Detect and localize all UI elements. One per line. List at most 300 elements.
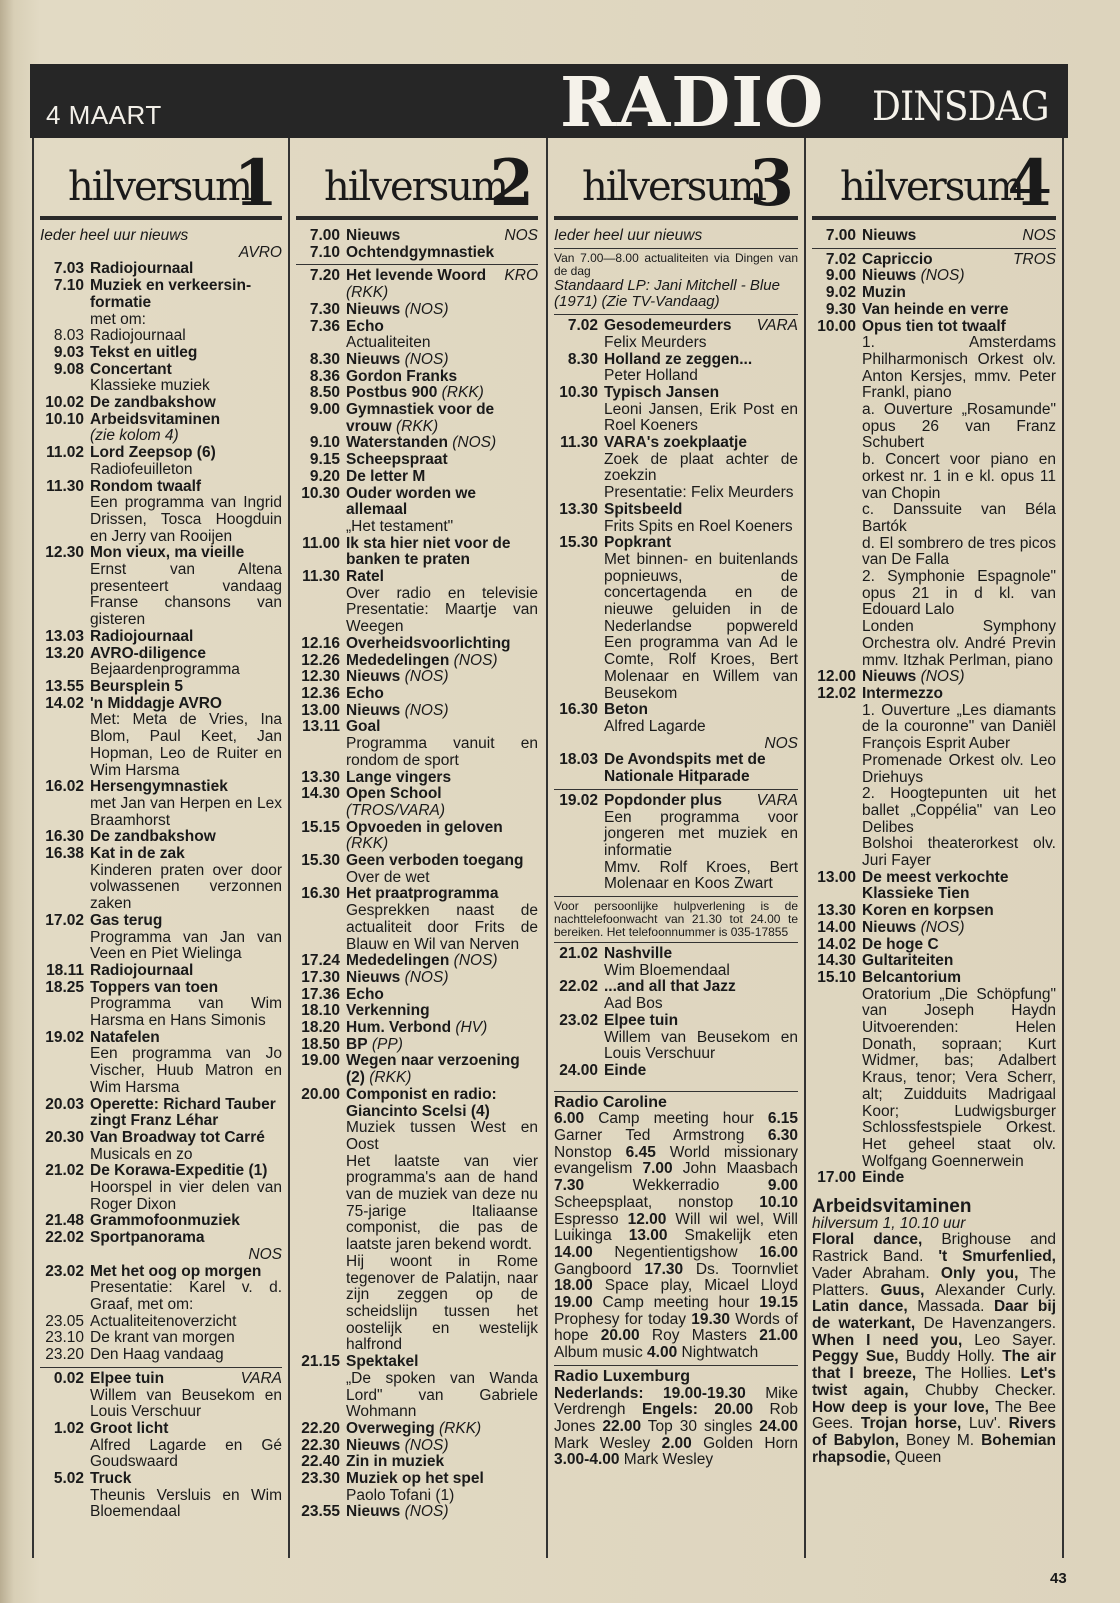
program-description xyxy=(554,900,798,939)
program-title xyxy=(346,669,538,686)
page-number: 43 xyxy=(1050,1570,1067,1587)
program-row xyxy=(554,702,798,719)
program-time: 8.30 xyxy=(567,350,598,368)
program-description xyxy=(90,1180,282,1213)
program-row xyxy=(40,712,282,779)
program-text: Standaard LP: Jani Mitchell - Blue (1971) (Zie TV-Vandaag) xyxy=(554,276,780,311)
program-time: 14.30 xyxy=(817,952,856,970)
program-text: Radiofeuilleton xyxy=(90,460,193,478)
program-row xyxy=(554,402,798,435)
program-row xyxy=(296,1154,538,1254)
program-row xyxy=(40,696,282,713)
program-description xyxy=(90,1314,282,1331)
program-text: Een programma van Jo Vischer, Huub Matron en Wim Harsma xyxy=(90,1045,282,1096)
program-row xyxy=(812,268,1056,285)
program-text: Gas terug xyxy=(90,911,163,929)
program-row xyxy=(40,1264,282,1281)
broadcaster-label: NOS xyxy=(248,1245,282,1263)
program-row xyxy=(296,319,538,336)
program-description xyxy=(604,719,798,736)
program-time: 19.00 xyxy=(301,1052,340,1070)
program-text: Elpee tuin xyxy=(604,1011,679,1029)
program-text: Tekst en uitleg xyxy=(90,343,198,361)
caroline-text: 6.00 Camp meeting hour 6.15 Garner Ted Armstrong 6.30 Nonstop 6.45 World missionary evangelism 7.00 John Maasbach 7.30 Wekkerradio 9.00 Scheepsplaat, nonstop 10.10 Espresso 12.00 Will wil wel, Will Luikinga 13.00 Smakelijk eten 14.00 Negentientigshow 16.00 Gangboord 17.30 Ds. Toornvliet 18.00 Space play, Micael Lloyd 19.00 Camp meeting hour 19.15 Prophesy for today 19.30 Words of hope 20.00 Roy Masters 21.00 Album music 4.00 Nightwatch xyxy=(554,1110,799,1362)
program-time: 7.36 xyxy=(309,317,340,335)
program-row xyxy=(296,803,538,820)
program-row xyxy=(554,810,798,860)
program-row xyxy=(40,1163,282,1180)
program-text: Alfred Lagarde en Gé Goudswaard xyxy=(90,1436,282,1471)
program-description xyxy=(604,1030,798,1063)
program-time: 12.30 xyxy=(301,668,340,686)
program-text: Groot licht xyxy=(90,1419,169,1437)
program-row xyxy=(554,335,798,352)
box-subtitle: hilversum 1, 10.10 uur xyxy=(812,1214,966,1232)
program-time: 13.11 xyxy=(302,718,340,736)
program-row xyxy=(40,1347,282,1364)
program-text: Echo xyxy=(346,317,384,335)
broadcaster-label: (NOS) xyxy=(400,1503,449,1521)
program-title xyxy=(90,395,282,412)
broadcaster-label: NOS xyxy=(1022,227,1056,244)
program-time: 7.02 xyxy=(825,250,856,268)
station-heading xyxy=(554,138,798,220)
program-text: „De spoken van Wanda Lord" van Gabriele Wohmann xyxy=(346,1369,538,1421)
program-text: Nieuws xyxy=(862,668,917,686)
program-description xyxy=(346,903,538,953)
program-time: 7.03 xyxy=(53,260,84,278)
program-row xyxy=(296,836,538,853)
program-description xyxy=(862,402,1056,452)
program-time: 13.30 xyxy=(559,500,598,518)
program-row xyxy=(40,345,282,362)
program-text: Programma van Jan van Veen en Piet Wielinga xyxy=(90,928,282,963)
program-title xyxy=(90,779,282,796)
program-title xyxy=(604,435,798,452)
broadcaster-label: NOS xyxy=(764,734,798,752)
program-time: 11.30 xyxy=(560,434,598,452)
program-row xyxy=(296,1087,538,1120)
broadcaster-label: KRO xyxy=(504,267,538,285)
program-row xyxy=(554,385,798,402)
program-text: Muziek en verkeersin-formatie xyxy=(90,277,252,311)
program-title xyxy=(90,345,282,362)
program-row xyxy=(40,395,282,412)
program-time: 13.20 xyxy=(45,644,84,662)
program-title xyxy=(346,302,538,319)
program-text: Promenade Orkest olv. Leo Driehuys xyxy=(862,751,1056,786)
program-time: 17.00 xyxy=(817,1169,856,1187)
program-title xyxy=(90,963,282,980)
program-row xyxy=(296,1003,538,1020)
program-row xyxy=(554,452,798,485)
station-heading xyxy=(40,138,282,220)
program-text: 2. Hoogtepunten uit het ballet „Coppélia" van Leo Delibes xyxy=(862,785,1056,836)
program-row xyxy=(554,793,798,810)
program-time: 7.00 xyxy=(309,227,340,244)
program-title xyxy=(862,686,1056,703)
program-title xyxy=(862,970,1056,987)
program-text: Elpee tuin xyxy=(90,1369,165,1387)
program-time: 15.10 xyxy=(817,968,856,986)
program-title xyxy=(862,268,1056,285)
program-text: BP xyxy=(346,1035,368,1053)
program-description xyxy=(346,1371,538,1421)
program-time: 17.36 xyxy=(301,985,340,1003)
program-time: 12.16 xyxy=(301,634,340,652)
program-text: Belcantorium xyxy=(862,968,962,986)
schedule-list xyxy=(548,220,804,1080)
program-description xyxy=(90,1388,282,1421)
program-row xyxy=(296,452,538,469)
program-title xyxy=(90,545,282,562)
program-text: Het praatprogramma xyxy=(346,885,499,903)
broadcaster-label: (NOS) xyxy=(400,668,449,686)
program-row xyxy=(296,1421,538,1438)
program-row xyxy=(40,228,282,245)
program-title xyxy=(346,1421,538,1438)
broadcaster-label: (RKK) xyxy=(391,417,439,435)
program-text: „Het testament" xyxy=(346,517,454,535)
program-text: Nieuws xyxy=(346,1436,401,1454)
program-row xyxy=(296,953,538,970)
program-time: 18.20 xyxy=(301,1019,340,1037)
program-title xyxy=(90,679,282,696)
program-title xyxy=(90,980,282,997)
program-description xyxy=(346,335,538,352)
program-text: Scheepspraat xyxy=(346,451,448,469)
divider xyxy=(554,248,798,249)
program-row xyxy=(812,937,1056,954)
program-text: Componist en radio: Giancinto Scelsi (4) xyxy=(346,1085,497,1120)
program-text: Ernst van Altena presenteert vandaag Franse chansons van gisteren xyxy=(90,561,282,629)
program-text: Met het oog op morgen xyxy=(90,1262,262,1280)
program-row xyxy=(296,853,538,870)
program-text: Overheidsvoorlichting xyxy=(346,634,511,652)
program-row xyxy=(296,870,538,887)
program-text: Popkrant xyxy=(604,534,672,552)
program-text: Over radio en televisie Presentatie: Maartje van Weegen xyxy=(346,584,538,636)
program-row xyxy=(296,1438,538,1455)
program-time: 10.30 xyxy=(301,484,340,502)
program-time: 8.03 xyxy=(53,327,84,345)
program-time: 16.30 xyxy=(45,828,84,846)
program-title xyxy=(90,1130,282,1147)
program-row xyxy=(40,996,282,1029)
program-time: 7.10 xyxy=(53,277,84,295)
program-row xyxy=(812,786,1056,836)
program-description xyxy=(862,753,1056,786)
program-title xyxy=(346,786,538,803)
program-text: b. Concert voor piano en orkest nr. 1 in e kl. opus 11 van Chopin xyxy=(862,451,1056,502)
program-text: AVRO-diligence xyxy=(90,644,206,662)
program-time: 13.55 xyxy=(45,677,84,695)
program-time: 14.30 xyxy=(301,785,340,803)
program-row xyxy=(40,796,282,829)
program-text: Opvoeden in geloven xyxy=(346,818,503,836)
program-title xyxy=(604,793,798,810)
program-title xyxy=(90,1230,282,1247)
broadcaster-label: (NOS) xyxy=(400,300,449,318)
program-description xyxy=(90,378,282,395)
program-description xyxy=(604,996,798,1013)
program-row xyxy=(296,736,538,769)
program-text: a. Ouverture „Rosamunde" opus 26 van Franz Schubert xyxy=(862,401,1056,452)
program-row xyxy=(296,1254,538,1354)
program-text: Presentatie: Karel v. d. Graaf, met om: xyxy=(90,1279,282,1313)
program-row xyxy=(554,900,798,939)
program-time: 16.30 xyxy=(559,701,598,719)
program-title xyxy=(346,970,538,987)
program-title xyxy=(90,261,282,278)
program-description xyxy=(90,1046,282,1096)
program-title xyxy=(862,870,1056,903)
program-row xyxy=(40,1371,282,1388)
program-title xyxy=(346,853,538,870)
column-hilversum-2 xyxy=(288,138,544,1558)
program-description xyxy=(90,312,282,329)
program-row xyxy=(296,1488,538,1505)
program-time: 22.02 xyxy=(45,1229,84,1247)
program-row xyxy=(812,302,1056,319)
program-title xyxy=(90,412,282,429)
program-text: Nieuws xyxy=(346,227,401,244)
program-time: 17.30 xyxy=(301,968,340,986)
program-row xyxy=(296,352,538,369)
program-text: Programma vanuit en rondom de sport xyxy=(346,735,538,769)
program-title xyxy=(604,702,798,719)
program-title xyxy=(346,402,538,435)
program-time: 22.40 xyxy=(301,1453,340,1471)
program-text: Nashville xyxy=(604,945,673,963)
program-text: (RKK) xyxy=(346,284,389,302)
program-title xyxy=(346,1087,538,1120)
program-text: Het laatste van vier programma's aan de hand van de muziek van deze nu 75-jarige Italiaanse componist, die pas de laatste jaren bekend wordt. xyxy=(346,1152,538,1254)
program-description xyxy=(90,562,282,629)
program-text: Van Broadway tot Carré xyxy=(90,1128,265,1146)
program-time: 20.00 xyxy=(301,1085,340,1103)
program-description xyxy=(90,495,282,545)
program-text: Musicals en zo xyxy=(90,1145,193,1163)
program-description xyxy=(862,335,1056,402)
divider xyxy=(554,789,798,790)
program-description xyxy=(862,452,1056,502)
program-time: 16.02 xyxy=(45,778,84,796)
program-description xyxy=(862,786,1056,836)
program-title xyxy=(862,319,1056,336)
program-row xyxy=(554,519,798,536)
program-row xyxy=(40,930,282,963)
program-description xyxy=(604,552,798,702)
program-description xyxy=(862,536,1056,569)
program-row xyxy=(554,860,798,893)
program-title xyxy=(346,770,538,787)
program-row xyxy=(296,335,538,352)
program-time: 9.00 xyxy=(825,267,856,285)
program-row xyxy=(554,318,798,335)
program-text: Aad Bos xyxy=(604,995,663,1013)
program-row xyxy=(40,545,282,562)
program-row xyxy=(296,302,538,319)
program-text: Spitsbeeld xyxy=(604,500,683,518)
program-title xyxy=(604,318,798,335)
program-row xyxy=(554,535,798,552)
program-time: 23.02 xyxy=(45,1262,84,1280)
program-time: 20.30 xyxy=(45,1128,84,1146)
program-row xyxy=(296,786,538,803)
program-title xyxy=(862,937,1056,954)
program-text: Leoni Jansen, Erik Post en Roel Koeners xyxy=(604,400,798,435)
broadcaster-label: (NOS) xyxy=(449,651,498,669)
program-row xyxy=(296,653,538,670)
program-time: 15.30 xyxy=(301,852,340,870)
program-text: Natafelen xyxy=(90,1028,160,1046)
program-title xyxy=(346,486,538,519)
program-time: 12.36 xyxy=(301,684,340,702)
program-time: 18.03 xyxy=(559,751,598,769)
program-time: 23.05 xyxy=(45,1312,84,1330)
program-text: Gultariteiten xyxy=(862,952,954,970)
broadcaster-label: NOS xyxy=(504,227,538,244)
program-row xyxy=(296,1504,538,1521)
program-text: 2. Symphonie Espagnole" opus 21 in d kl. van Edouard Lalo xyxy=(862,568,1056,619)
program-row xyxy=(296,636,538,653)
program-description xyxy=(90,428,282,445)
station-name: hilversum xyxy=(324,164,507,210)
program-title xyxy=(604,385,798,402)
program-title xyxy=(90,278,282,311)
program-title xyxy=(862,920,1056,937)
program-row xyxy=(296,228,538,245)
program-title xyxy=(90,829,282,846)
program-row xyxy=(296,686,538,703)
program-row xyxy=(812,987,1056,1171)
program-title xyxy=(346,228,538,245)
program-title xyxy=(90,362,282,379)
program-description xyxy=(90,1280,282,1313)
program-row xyxy=(296,536,538,569)
program-time: 11.30 xyxy=(302,568,340,586)
program-text: Met: Meta de Vries, Ina Blom, Paul Keet, Jan Hopman, Leo de Ruiter en Wim Harsma xyxy=(90,711,282,779)
program-row xyxy=(812,836,1056,869)
program-row xyxy=(812,252,1056,269)
program-text: Nieuws xyxy=(346,668,401,686)
caroline-title: Radio Caroline xyxy=(554,1093,667,1111)
program-text: Gesprekken naast de actualiteit door Frits de Blauw en Wil van Nerven xyxy=(346,902,538,953)
program-time: 12.26 xyxy=(301,651,340,669)
broadcaster-label: (NOS) xyxy=(449,952,498,970)
broadcaster-label: AVRO xyxy=(238,243,282,261)
program-title xyxy=(346,435,538,452)
program-row xyxy=(812,753,1056,786)
program-text: Nieuws xyxy=(862,267,917,285)
program-text: Het levende Woord xyxy=(346,267,487,285)
program-text: Nieuws xyxy=(346,1503,401,1521)
program-time: 23.02 xyxy=(559,1011,598,1029)
program-row xyxy=(812,703,1056,753)
program-text: (zie kolom 4) xyxy=(90,427,179,445)
program-description xyxy=(862,836,1056,869)
program-text: Paolo Tofani (1) xyxy=(346,1486,455,1504)
program-text: De Korawa-Expeditie (1) xyxy=(90,1162,268,1180)
station-name: hilversum xyxy=(68,164,251,210)
station-heading xyxy=(296,138,538,220)
program-title xyxy=(604,1063,798,1080)
program-text: Hersengymnastiek xyxy=(90,778,228,796)
program-time: 18.10 xyxy=(301,1002,340,1020)
program-text: Gymnastiek voor de vrouw xyxy=(346,401,495,435)
program-row xyxy=(296,1037,538,1054)
program-text: Beursplein 5 xyxy=(90,677,184,695)
program-row xyxy=(554,368,798,385)
program-title xyxy=(90,629,282,646)
program-time: 24.00 xyxy=(559,1061,598,1079)
program-row xyxy=(40,1180,282,1213)
program-time: 23.55 xyxy=(301,1503,340,1521)
program-time: 5.02 xyxy=(53,1470,84,1488)
program-row xyxy=(296,987,538,1004)
program-description xyxy=(40,228,282,245)
program-description xyxy=(604,519,798,536)
header-day: DINSDAG xyxy=(872,84,1049,130)
program-text: Kat in de zak xyxy=(90,845,185,863)
program-row xyxy=(296,245,538,262)
program-time: 13.30 xyxy=(817,902,856,920)
program-row xyxy=(296,586,538,636)
station-number: 3 xyxy=(749,146,794,221)
broadcaster-label: (NOS) xyxy=(447,434,497,452)
program-description xyxy=(604,860,798,893)
program-title xyxy=(346,1053,538,1086)
program-row xyxy=(296,903,538,953)
program-row xyxy=(296,820,538,837)
program-text: Concertant xyxy=(90,360,172,378)
program-row xyxy=(554,278,798,311)
program-time: 12.00 xyxy=(817,668,856,686)
program-title xyxy=(346,719,538,736)
program-title xyxy=(346,452,538,469)
station-number: 4 xyxy=(1007,146,1052,221)
program-text: Truck xyxy=(90,1470,132,1488)
program-description xyxy=(862,619,1056,669)
broadcaster-label: (PP) xyxy=(367,1035,403,1053)
program-text: Ouder worden we allemaal xyxy=(346,484,477,519)
program-time: 13.30 xyxy=(301,768,340,786)
program-row xyxy=(296,402,538,435)
program-description xyxy=(90,1347,282,1364)
program-row xyxy=(812,285,1056,302)
program-row xyxy=(40,1147,282,1164)
program-time: 14.02 xyxy=(817,935,856,953)
box-title: Arbeidsvitaminen xyxy=(812,1196,972,1218)
program-time: 23.30 xyxy=(301,1470,340,1488)
program-text: Goal xyxy=(346,718,381,736)
program-title xyxy=(90,1471,282,1488)
program-text: Nieuws xyxy=(862,227,917,244)
program-row xyxy=(554,1030,798,1063)
divider xyxy=(296,264,538,265)
program-text: De krant van morgen xyxy=(90,1329,235,1347)
schedule-list xyxy=(34,220,288,1521)
program-title xyxy=(862,252,1056,269)
program-description xyxy=(862,703,1056,753)
program-title xyxy=(346,1037,538,1054)
station-number: 2 xyxy=(489,146,534,221)
program-text: Typisch Jansen xyxy=(604,383,720,401)
program-text: VARA's zoekplaatje xyxy=(604,434,747,452)
program-row xyxy=(554,435,798,452)
program-row xyxy=(812,686,1056,703)
